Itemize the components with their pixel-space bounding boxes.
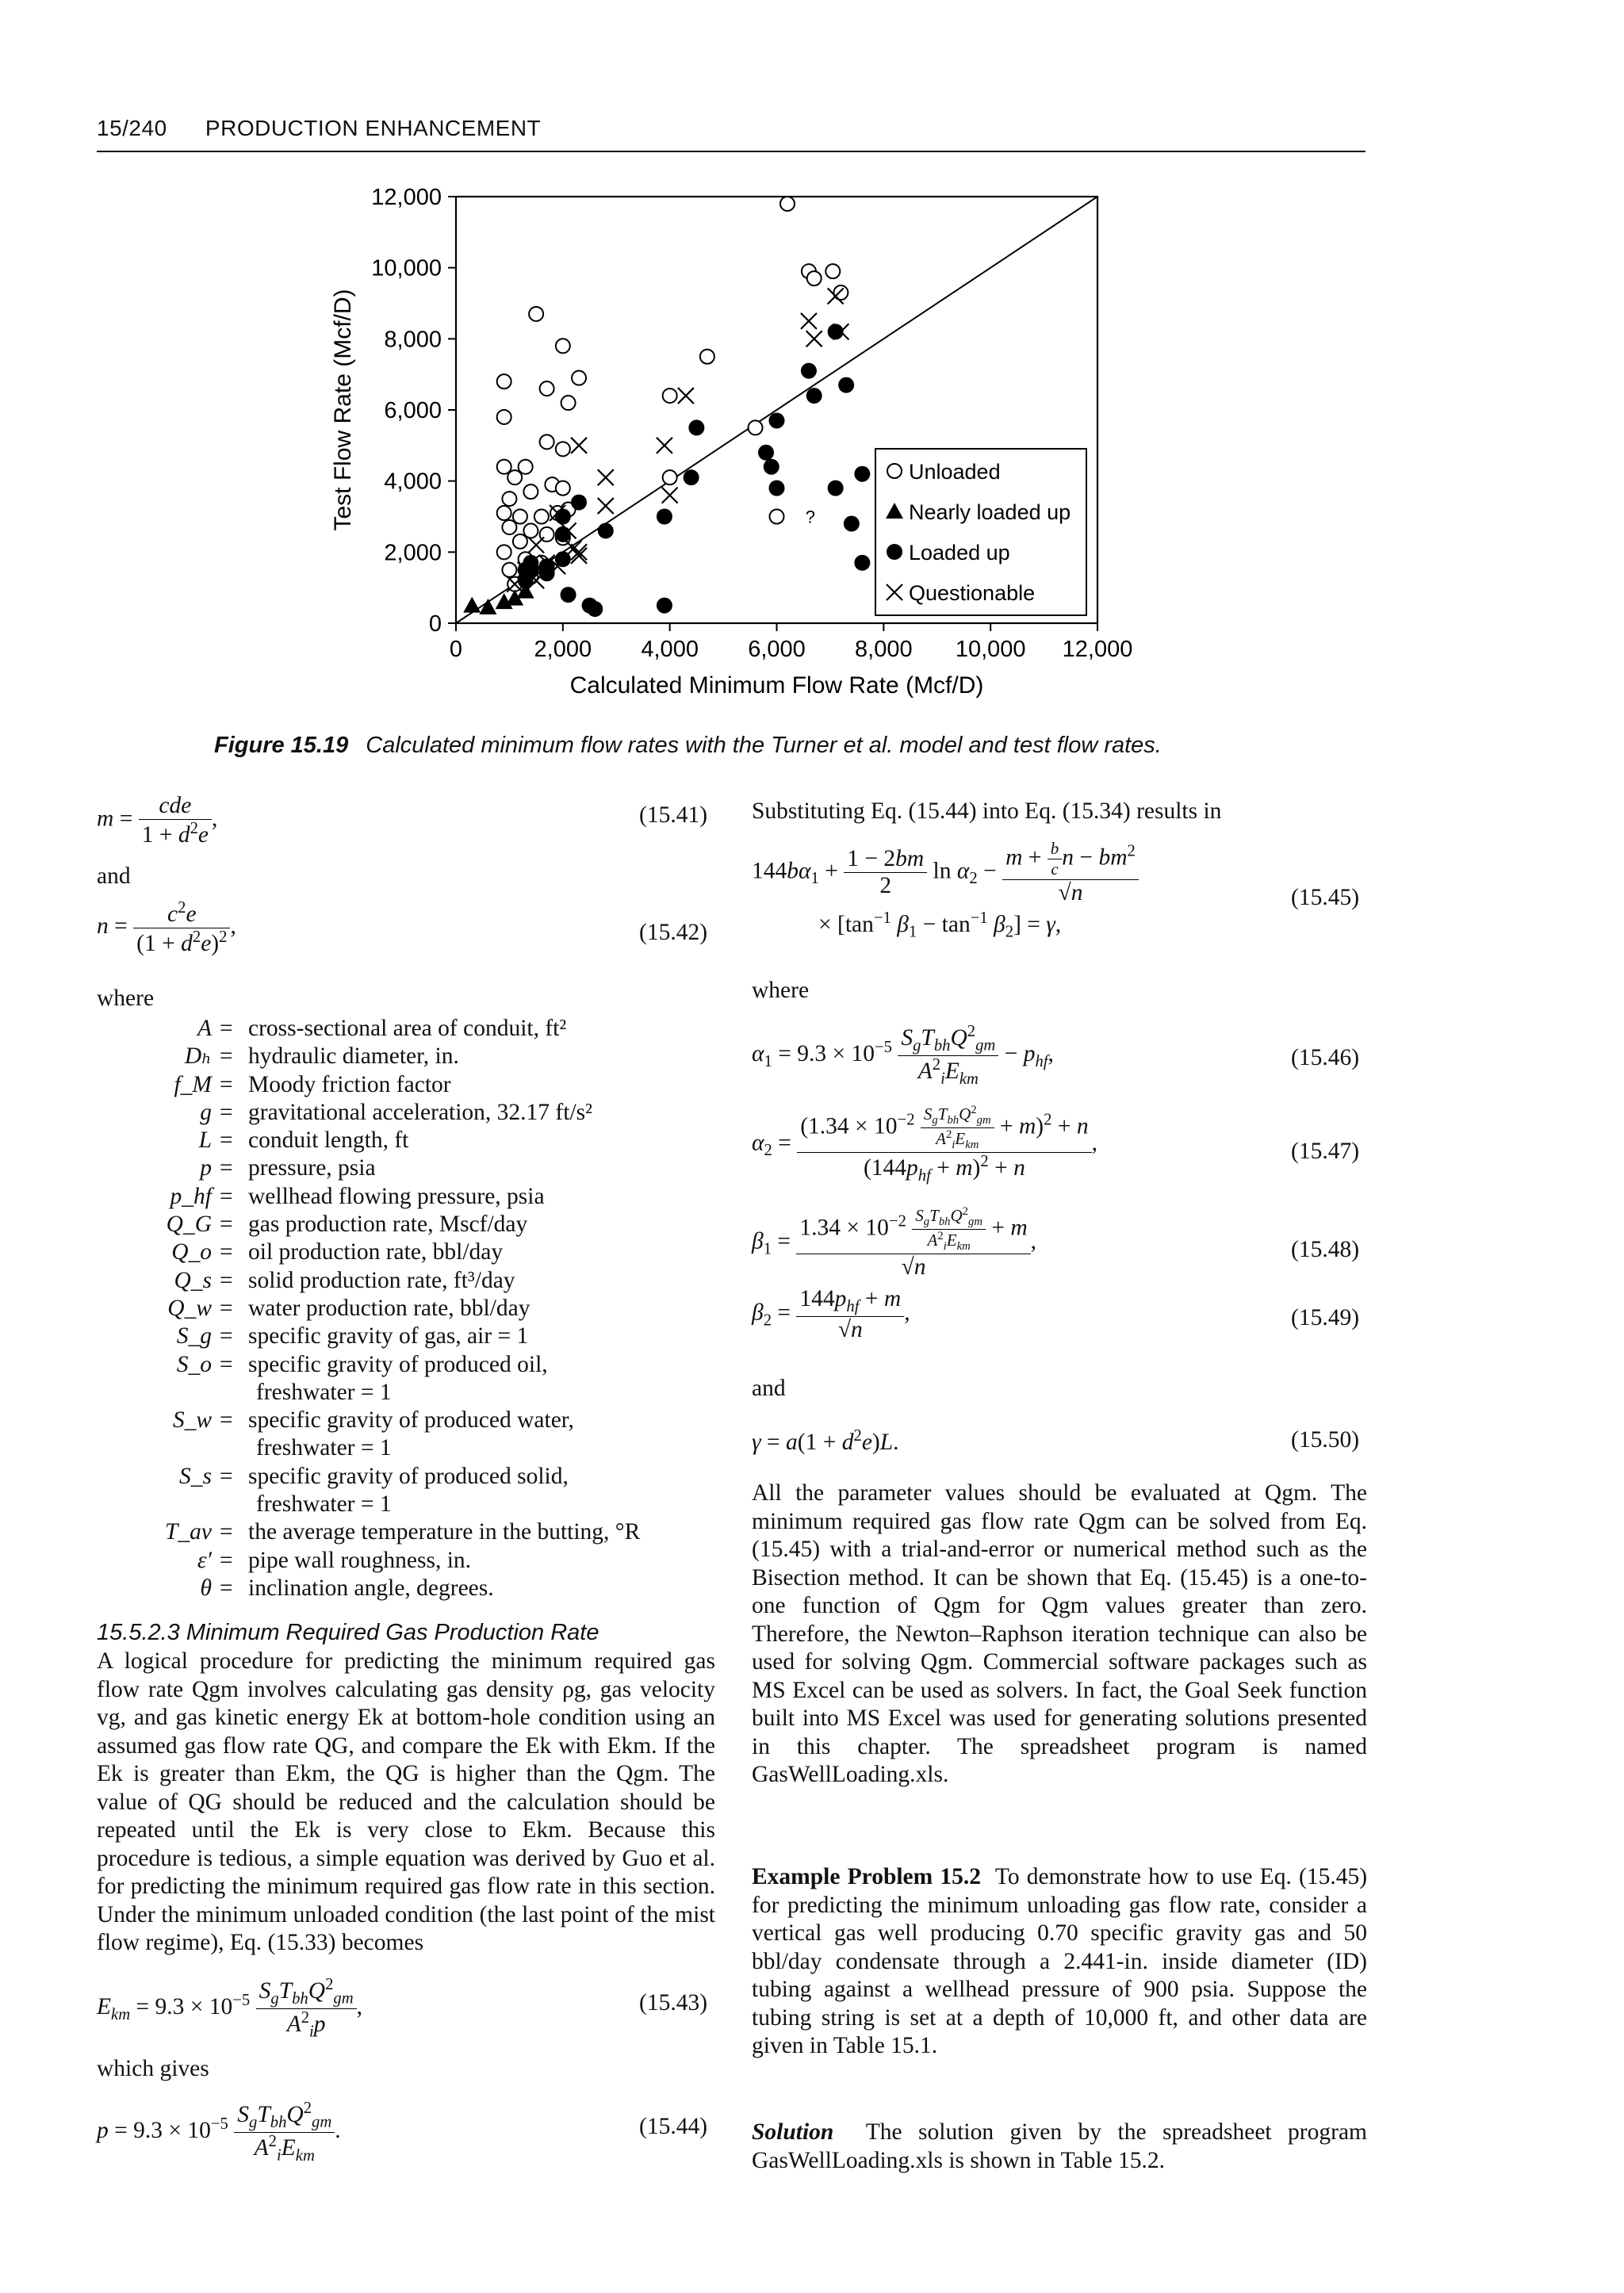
solution-label: Solution — [752, 2119, 834, 2145]
data-point — [508, 470, 522, 484]
example-label: Example Problem 15.2 — [752, 1864, 982, 1889]
example-text: To demonstrate how to use Eq. (15.45) for predicting the minimum unloading gas flow rate, consider a vertical gas well producing 0.70 specific gravity gas and 50 bbl/day condensate through a 2.441-in. inside diameter (ID) tubing against a wellhead pressure of 900 psia. Suppose the tubing string is set at a depth of 10,000 ft, and other data are given in Table 15.1. — [752, 1864, 1368, 2058]
data-point — [540, 434, 554, 449]
nomenclature-row — [97, 1154, 700, 1182]
nomenclature-row — [97, 1463, 700, 1491]
data-point — [825, 264, 840, 278]
nomenclature-row — [97, 1575, 700, 1602]
nomenclature-row — [97, 1434, 700, 1462]
eq-number-15-48: (15.48) — [1291, 1237, 1360, 1262]
nomenclature-description: pipe wall roughness, in. — [248, 1547, 472, 1573]
x-tick-label: 0 — [449, 637, 463, 662]
nomenclature-symbol: Q_w — [167, 1295, 212, 1321]
data-point — [497, 410, 511, 424]
y-tick-label: 2,000 — [384, 540, 442, 566]
nomenclature-description: specific gravity of produced oil, — [248, 1351, 548, 1377]
nomenclature-description: gravitational acceleration, 32.17 ft/s² — [248, 1099, 592, 1125]
nomenclature-row — [97, 1491, 700, 1518]
data-point — [806, 388, 822, 404]
data-point — [807, 271, 822, 285]
equation-15-41: m = $\frac{\text{cde}}{1 + d^2e}$ , — [97, 793, 218, 848]
nomenclature-symbol: L — [198, 1127, 212, 1154]
data-point — [769, 412, 785, 428]
nomenclature-row — [97, 1351, 700, 1379]
eq-number-15-43: (15.43) — [639, 1990, 708, 2015]
data-point — [598, 498, 614, 514]
nomenclature-row — [97, 1071, 700, 1099]
data-point — [497, 460, 511, 474]
nomenclature-equals: = — [220, 1043, 233, 1070]
data-point — [587, 601, 603, 617]
nomenclature-description: the average temperature in the butting, °R — [248, 1519, 641, 1545]
nomenclature-description: pressure, psia — [248, 1155, 376, 1181]
data-point — [497, 506, 511, 520]
data-point — [523, 484, 538, 499]
paragraph-2-text: All the parameter values should be evaluated at Qgm. The minimum required gas flow rate Qgm can be solved from Eq. (15.45) with a trial-and-error or numerical method such as the Bisection method. It can be shown that Eq. (15.45) is a one-to-one function of Qgm for Qgm values greater than zero. Therefore, the Newton–Raphson iteration technique can also be used for solving Qgm. Commercial software packages such as MS Excel can be used as solvers. In fact, the Goal Seek function built into MS Excel was used for generating solutions presented in this chapter. The spreadsheet program is named GasWellLoading.xls. — [752, 1480, 1367, 1787]
data-point — [502, 520, 516, 534]
data-point — [657, 509, 672, 525]
nomenclature-equals: = — [220, 1295, 233, 1321]
paragraph-1 — [97, 1648, 715, 1958]
data-point — [657, 598, 672, 614]
nomenclature-equals: = — [220, 1155, 233, 1181]
nomenclature-equals: = — [220, 1463, 233, 1489]
figure-caption — [214, 733, 1404, 759]
data-point — [519, 460, 533, 474]
legend-label: Loaded up — [909, 541, 1010, 565]
nomenclature-symbol: Dₕ — [184, 1043, 212, 1070]
page-number: 15/240 — [97, 116, 167, 140]
nomenclature-equals: = — [220, 1575, 233, 1601]
nomenclature-equals: = — [220, 1183, 233, 1209]
figure-label: Figure 15.19 — [214, 733, 349, 758]
nomenclature-row — [97, 1547, 700, 1575]
y-tick-label: 4,000 — [384, 469, 442, 495]
y-tick-label: 12,000 — [371, 185, 442, 210]
x-tick-label: 12,000 — [1062, 637, 1133, 662]
data-point — [854, 466, 870, 482]
data-point — [540, 381, 554, 396]
x-axis-label: Calculated Minimum Flow Rate (Mcf/D) — [569, 672, 984, 699]
data-point — [662, 488, 678, 503]
nomenclature-equals: = — [220, 1016, 233, 1041]
data-point — [780, 197, 795, 211]
data-point — [571, 495, 587, 511]
annotation-question: ? — [805, 507, 815, 527]
data-point — [684, 469, 699, 485]
nomenclature-equals: = — [220, 1127, 233, 1154]
nomenclature-description: specific gravity of produced water, — [248, 1407, 574, 1434]
nomenclature-equals: = — [220, 1351, 233, 1377]
data-point — [571, 544, 587, 560]
nomenclature-symbol: S_s — [179, 1463, 212, 1489]
nomenclature-description: cross-sectional area of conduit, ft² — [248, 1016, 567, 1041]
data-point — [764, 459, 779, 475]
legend-label: Unloaded — [909, 460, 1001, 484]
nomenclature-row — [97, 1015, 700, 1043]
scatter-chart — [0, 0, 1624, 714]
nomenclature-description: gas production rate, Mscf/day — [248, 1212, 528, 1238]
nomenclature-row — [97, 1043, 700, 1070]
which-gives: which gives — [97, 2056, 209, 2081]
nomenclature-description: freshwater = 1 — [256, 1491, 392, 1518]
nomenclature-row — [97, 1267, 700, 1295]
nomenclature-description: conduit length, ft — [248, 1127, 409, 1154]
data-point — [838, 377, 854, 393]
nomenclature-symbol: ε′ — [197, 1547, 212, 1573]
data-point — [801, 363, 817, 379]
data-point — [828, 480, 844, 496]
nomenclature-description: solid production rate, ft³/day — [248, 1267, 515, 1293]
nomenclature-symbol: Q_G — [166, 1212, 212, 1238]
data-point — [523, 523, 538, 538]
equation-15-46: $\alpha_1 = 9.3 \times 10^{-5}$ $\frac{S_gT_{bh}Q^2_{gm}}{A^2_iE_{km}}$ − $p_{hf}$, — [752, 1023, 1054, 1088]
data-point — [463, 597, 481, 613]
figure-caption-text: Calculated minimum flow rates with the Turner et al. model and test flow rates. — [366, 733, 1162, 758]
nomenclature-symbol — [97, 1491, 220, 1518]
nomenclature-row — [97, 1127, 700, 1154]
data-point — [556, 481, 570, 496]
where-1: where — [97, 986, 155, 1011]
data-point — [598, 469, 614, 485]
data-point — [497, 545, 511, 559]
nomenclature-symbol: Q_s — [174, 1267, 212, 1293]
nomenclature-symbol: S_g — [176, 1323, 212, 1349]
where-2: where — [752, 978, 810, 1003]
equation-15-48: $\beta_1$ = $1.34 \times 10^{-2}$ $\frac{S_gT_{bh}Q^2_{gm}}{A^2_iE_{km}}$ + m √n , — [752, 1205, 1037, 1280]
eq-number-15-49: (15.49) — [1291, 1305, 1360, 1330]
data-point — [663, 470, 677, 484]
x-tick-label: 8,000 — [855, 637, 913, 662]
nomenclature-description: wellhead flowing pressure, psia — [248, 1183, 545, 1209]
equation-15-43: $E_{km} = 9.3 \times 10^{-5}$ $\frac{S_gT_{bh}Q^2_{gm}}{A^2_ip}$ , — [97, 1976, 362, 2041]
paragraph-2 — [752, 1480, 1367, 1790]
equation-15-47: $\alpha_2$ = ($1.34 \times 10^{-2}$ $\frac{S_gT_{bh}Q^2_{gm}}{A^2_iE_{km}}$ + m)$^2$ + n $(144p_{hf} + m)^2 + n$ , — [752, 1104, 1097, 1185]
nomenclature-symbol: p_hf — [170, 1183, 212, 1209]
nomenclature-equals: = — [220, 1547, 233, 1573]
y-tick-label: 0 — [428, 611, 442, 637]
equation-15-45: $144b\alpha_1$ + $\frac{1 - 2bm}{2}$ $\ln \alpha_2$ − m + $\frac{b}{c}$ $n - bm^2$ √n × [$\tan^{-1}$ $\beta_1 - \tan^{-1} \beta_2] = \gamma$, — [752, 839, 1139, 942]
nomenclature-description: freshwater = 1 — [256, 1435, 392, 1461]
nomenclature-row — [97, 1238, 700, 1266]
y-tick-label: 6,000 — [384, 398, 442, 423]
data-point — [561, 587, 576, 603]
eq-number-15-50: (15.50) — [1291, 1427, 1360, 1453]
nomenclature-symbol: Q_o — [171, 1239, 212, 1265]
nomenclature-equals — [220, 1434, 248, 1462]
data-point — [678, 388, 694, 404]
chart-legend — [875, 449, 1086, 615]
data-point — [758, 445, 774, 461]
nomenclature-equals: = — [220, 1267, 233, 1293]
nomenclature-equals: = — [220, 1071, 233, 1097]
nomenclature-equals: = — [220, 1212, 233, 1238]
data-point — [806, 331, 822, 346]
data-point — [770, 510, 784, 524]
running-title: PRODUCTION ENHANCEMENT — [205, 116, 542, 140]
chart-axes — [330, 185, 1132, 699]
right-intro: Substituting Eq. (15.44) into Eq. (15.34) results in — [752, 798, 1222, 824]
eq-number-15-47: (15.47) — [1291, 1139, 1360, 1164]
data-point — [556, 442, 570, 456]
data-point — [571, 548, 587, 564]
example-problem — [752, 1863, 1367, 2061]
solution — [752, 2119, 1367, 2175]
x-tick-label: 10,000 — [955, 637, 1026, 662]
nomenclature-symbol: g — [200, 1099, 212, 1125]
data-point — [844, 515, 860, 531]
x-tick-label: 4,000 — [641, 637, 699, 662]
data-point — [700, 350, 714, 364]
data-point — [561, 396, 576, 410]
data-point — [854, 555, 870, 571]
data-point — [529, 307, 543, 321]
equation-15-49: $\beta_2$ = $\frac{144p_{hf} + m}{√n}$ , — [752, 1286, 910, 1342]
nomenclature-row — [97, 1407, 700, 1434]
and-1: and — [97, 863, 131, 889]
nomenclature-description: inclination angle, degrees. — [248, 1575, 494, 1601]
nomenclature-symbol: A — [197, 1016, 212, 1041]
nomenclature-equals: = — [220, 1099, 233, 1125]
data-point — [749, 420, 763, 434]
data-point — [555, 509, 571, 525]
data-point — [497, 374, 511, 389]
eq-number-15-45: (15.45) — [1291, 885, 1360, 910]
data-point — [528, 537, 544, 553]
equation-15-44: $p = 9.3 \times 10^{-5}$ $\frac{S_gT_{bh}Q^2_{gm}}{A^2_iE_{km}}$ . — [97, 2100, 341, 2165]
data-point — [555, 526, 571, 542]
nomenclature-description: hydraulic diameter, in. — [248, 1043, 459, 1070]
nomenclature-symbol: S_o — [176, 1351, 212, 1377]
nomenclature-symbol: θ — [200, 1575, 212, 1601]
nomenclature-list — [97, 1015, 700, 1602]
nomenclature-symbol: p — [200, 1155, 212, 1181]
data-point — [657, 438, 672, 454]
nomenclature-equals: = — [220, 1519, 233, 1545]
nomenclature-description: specific gravity of gas, air = 1 — [248, 1323, 529, 1349]
nomenclature-row — [97, 1323, 700, 1350]
nomenclature-description: freshwater = 1 — [256, 1379, 392, 1405]
nomenclature-row — [97, 1183, 700, 1211]
data-point — [663, 389, 677, 403]
eq-number-15-46: (15.46) — [1291, 1045, 1360, 1070]
data-point — [534, 510, 549, 524]
data-point — [513, 534, 527, 549]
y-tick-label: 8,000 — [384, 327, 442, 353]
y-tick-label: 10,000 — [371, 255, 442, 281]
data-point — [769, 480, 785, 496]
and-2: and — [752, 1376, 786, 1401]
nomenclature-equals: = — [220, 1323, 233, 1349]
nomenclature-row — [97, 1379, 700, 1407]
nomenclature-description: specific gravity of produced solid, — [248, 1463, 569, 1489]
legend-label: Questionable — [909, 581, 1036, 605]
subheading: 15.5.2.3 Minimum Required Gas Production Rate — [97, 1620, 599, 1645]
eq-number-15-44: (15.44) — [639, 2114, 708, 2139]
legend-label: Nearly loaded up — [909, 500, 1071, 524]
nomenclature-symbol: T_av — [165, 1519, 212, 1545]
nomenclature-equals — [220, 1379, 248, 1407]
nomenclature-row — [97, 1099, 700, 1127]
nomenclature-description: water production rate, bbl/day — [248, 1295, 530, 1321]
nomenclature-description: Moody friction factor — [248, 1071, 451, 1097]
x-tick-label: 6,000 — [748, 637, 806, 662]
nomenclature-description: oil production rate, bbl/day — [248, 1239, 504, 1265]
nomenclature-row — [97, 1518, 700, 1546]
eq-number-15-42: (15.42) — [639, 920, 708, 945]
nomenclature-symbol: S_w — [172, 1407, 212, 1434]
data-point — [801, 313, 817, 329]
data-point — [572, 371, 586, 385]
nomenclature-symbol: f_M — [174, 1071, 212, 1097]
nomenclature-symbol — [97, 1434, 220, 1462]
nomenclature-symbol — [97, 1379, 220, 1407]
data-point — [502, 563, 516, 577]
nomenclature-equals: = — [220, 1239, 233, 1265]
data-point — [556, 339, 570, 353]
data-point — [571, 438, 587, 454]
solution-text: The solution given by the spreadsheet program GasWellLoading.xls is shown in Table 15.2. — [752, 2119, 1367, 2173]
x-tick-label: 2,000 — [534, 637, 592, 662]
nomenclature-row — [97, 1295, 700, 1323]
legend-marker — [887, 464, 902, 478]
data-point — [502, 492, 516, 506]
eq-number-15-41: (15.41) — [639, 802, 708, 828]
data-point — [598, 523, 614, 538]
data-point — [688, 419, 704, 435]
equation-15-50: $\gamma = a(1 + d^2e)L$. — [752, 1427, 899, 1455]
legend-marker — [887, 544, 902, 560]
data-point — [513, 510, 527, 524]
paragraph-1-text: A logical procedure for predicting the minimum required gas flow rate Qgm involves calculating gas density ρg, gas velocity vg, and gas kinetic energy Ek at bottom-hole condition using an assumed gas flow rate QG, and compare the Ek with Ekm. If the Ek is greater than Ekm, the QG is higher than the Qgm. The value of QG should be reduced and the calculation should be repeated until the Ek is very close to Ekm. Because this procedure is tedious, a simple equation was derived by Guo et al. for predicting the minimum required gas flow rate in this section. Under the minimum unloaded condition (the last point of the mist flow regime), Eq. (15.33) becomes — [97, 1648, 715, 1955]
equation-15-42: n = $\frac{c^2e}{(1 + d^2e)^2}$ , — [97, 899, 236, 956]
y-axis-label: Test Flow Rate (Mcf/D) — [330, 289, 356, 531]
nomenclature-equals — [220, 1491, 248, 1518]
nomenclature-equals: = — [220, 1407, 233, 1434]
nomenclature-row — [97, 1211, 700, 1238]
